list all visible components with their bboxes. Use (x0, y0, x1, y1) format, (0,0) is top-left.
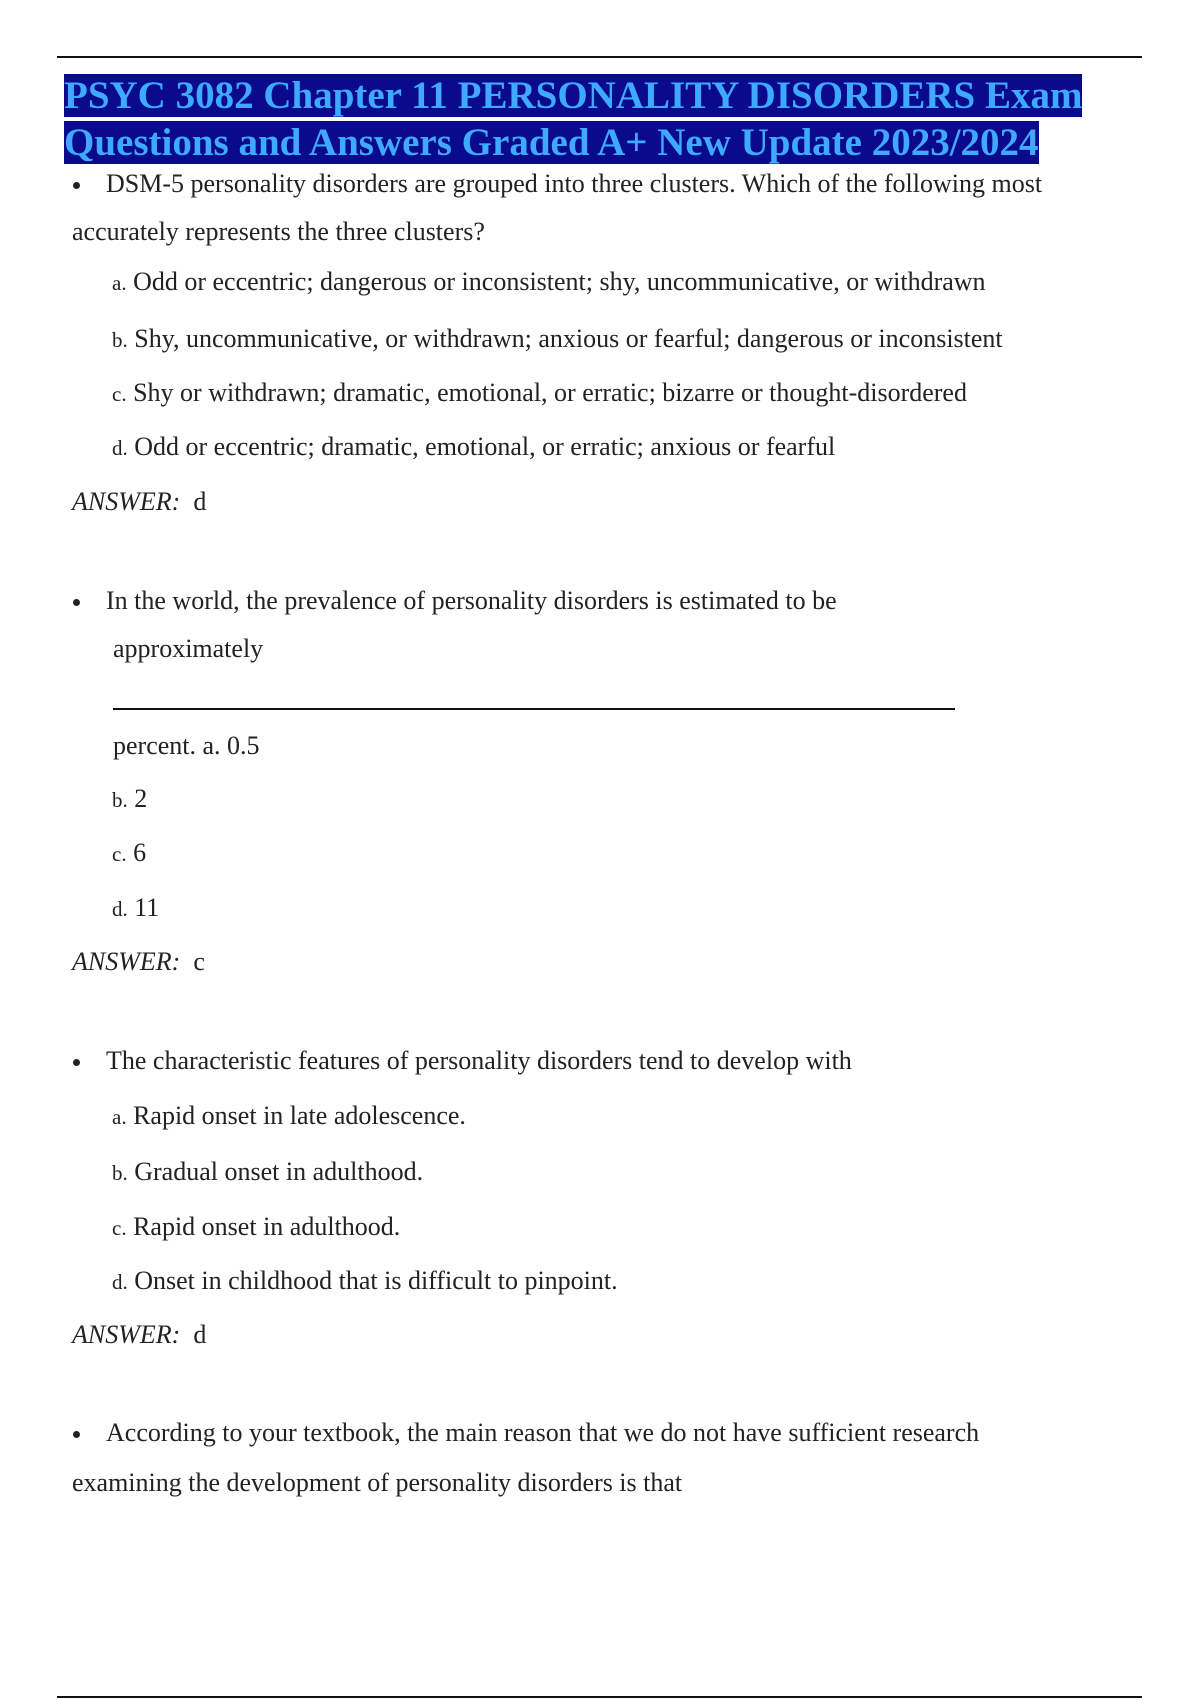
answer-value: d (193, 487, 207, 516)
question-3-option-a (112, 1101, 466, 1132)
option-letter: d. (112, 436, 128, 460)
option-letter: c. (112, 382, 127, 406)
question-1-option-b (112, 324, 1003, 355)
answer-label: ANSWER: (72, 947, 181, 976)
question-3-bullet (73, 1059, 80, 1066)
answer-value: c (193, 947, 205, 976)
question-4-stem-line-1: According to your textbook, the main reason that we do not have sufficient research (106, 1418, 980, 1447)
question-2-option-c (112, 838, 146, 869)
option-text: 2 (134, 784, 148, 813)
question-3-option-c (112, 1212, 400, 1243)
option-letter: b. (112, 788, 128, 812)
question-2-stem-line-3: percent. a. 0.5 (113, 731, 260, 760)
question-4-bullet (73, 1431, 80, 1438)
top-rule (57, 56, 1142, 58)
option-text: Gradual onset in adulthood. (134, 1157, 424, 1186)
option-letter: b. (112, 328, 128, 352)
question-2-stem-line-2: approximately (113, 634, 264, 663)
title-line-1: PSYC 3082 Chapter 11 PERSONALITY DISORDERS Exam (64, 74, 1083, 117)
option-text: Odd or eccentric; dramatic, emotional, or erratic; anxious or fearful (134, 432, 836, 461)
question-1-stem-line-1: DSM-5 personality disorders are grouped into three clusters. Which of the following most (106, 169, 1043, 198)
question-3-option-d (112, 1266, 618, 1297)
option-letter: b. (112, 1161, 128, 1185)
option-text: Odd or eccentric; dangerous or inconsistent; shy, uncommunicative, or withdrawn (133, 267, 986, 296)
title-line-2: Questions and Answers Graded A+ New Update 2023/2024 (64, 121, 1039, 164)
answer-blank-line (113, 708, 955, 710)
question-1-option-a (112, 267, 986, 298)
question-3-option-b (112, 1157, 423, 1188)
question-1-stem-line-2: accurately represents the three clusters? (72, 217, 485, 246)
bottom-rule (57, 1696, 1142, 1698)
option-letter: a. (112, 271, 127, 295)
option-letter: d. (112, 1270, 128, 1294)
option-text: Shy, uncommunicative, or withdrawn; anxious or fearful; dangerous or inconsistent (134, 324, 1003, 353)
option-letter: a. (112, 1105, 127, 1129)
question-1-bullet (73, 182, 80, 189)
question-2-stem-line-1: In the world, the prevalence of personality disorders is estimated to be (106, 586, 837, 615)
answer-label: ANSWER: (72, 487, 181, 516)
option-text: Rapid onset in adulthood. (133, 1212, 401, 1241)
option-letter: c. (112, 1216, 127, 1240)
option-text: Onset in childhood that is difficult to pinpoint. (134, 1266, 618, 1295)
option-text: 6 (133, 838, 147, 867)
question-1-option-c (112, 378, 967, 409)
question-1-option-d (112, 432, 835, 463)
question-4-stem-line-2: examining the development of personality disorders is that (72, 1468, 683, 1497)
option-text: 11 (134, 893, 160, 922)
page-title (64, 72, 1144, 166)
question-2-bullet (73, 599, 80, 606)
answer-label: ANSWER: (72, 1320, 181, 1349)
question-2-option-d (112, 893, 159, 924)
option-text: Shy or withdrawn; dramatic, emotional, or erratic; bizarre or thought-disordered (133, 378, 967, 407)
option-letter: c. (112, 842, 127, 866)
question-3-stem-line-1: The characteristic features of personality disorders tend to develop with (106, 1046, 852, 1075)
answer-value: d (193, 1320, 207, 1349)
question-2-answer (72, 947, 205, 977)
question-3-answer (72, 1320, 206, 1350)
option-text: Rapid onset in late adolescence. (133, 1101, 466, 1130)
question-1-answer (72, 487, 206, 517)
option-letter: d. (112, 897, 128, 921)
question-2-option-b (112, 784, 147, 815)
